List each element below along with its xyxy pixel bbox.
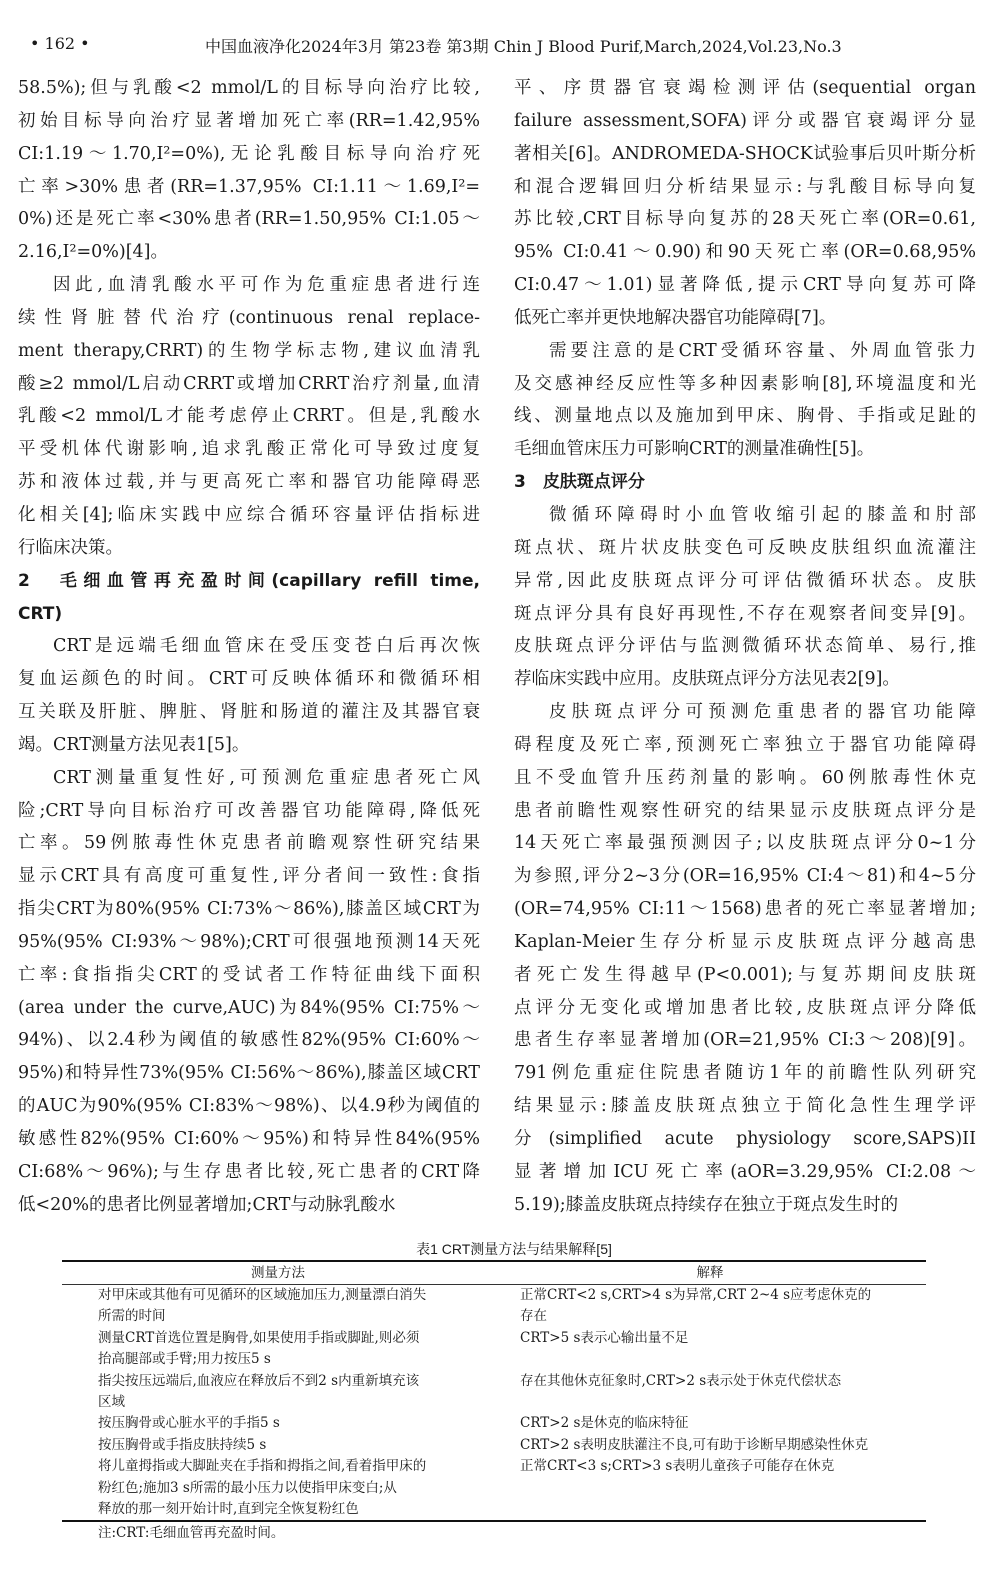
text-line: CI:1.19～1.70,I²=0%),无论乳酸目标导向治疗死 — [18, 143, 480, 164]
cell-line: 按压胸骨或手指皮肤持续5 s — [98, 1436, 267, 1453]
text-line: 显著增加ICU死亡率(aOR=3.29,95% CI:2.08～ — [514, 1161, 976, 1182]
text-line: CRT测量重复性好,可预测危重症患者死亡风 — [53, 767, 480, 788]
text-line: 敏感性82%(95% CI:60%～95%)和特异性84%(95% — [18, 1129, 480, 1149]
cell-line: 正常CRT<2 s,CRT>4 s为异常,CRT 2~4 s应考虑休克的 — [520, 1287, 872, 1303]
text-line: 行临床决策。 — [18, 537, 123, 558]
paragraph — [18, 72, 480, 269]
table-row — [62, 1435, 926, 1456]
text-line: CI:0.47～1.01)显著降低,提示CRT导向复苏可降 — [514, 275, 976, 296]
text-line: 791例危重症住院患者随访1年的前瞻性队列研究 — [514, 1063, 976, 1084]
text-line: 毛细血管床压力可影响CRT的测量准确性[5]。 — [514, 439, 875, 460]
text-line: 亡率:食指指尖CRT的受试者工作特征曲线下面积 — [18, 964, 480, 985]
text-line: (area under the curve,AUC)为84%(95% CI:75%～ — [18, 997, 480, 1018]
table-row — [62, 1285, 926, 1328]
text-line: Kaplan-Meier生存分析显示皮肤斑点评分越高患 — [514, 931, 976, 952]
text-line: 荐临床实践中应用。皮肤斑点评分方法见表2[9]。 — [514, 669, 900, 690]
text-line: 14天死亡率最强预测因子;以皮肤斑点评分0~1分 — [514, 833, 976, 854]
section-heading — [18, 565, 480, 631]
text-line: 和混合逻辑回归分析结果显示:与乳酸目标导向复 — [514, 176, 976, 197]
text-line: 的AUC为90%(95% CI:83%～98%)、以4.9秒为阈值的 — [18, 1096, 480, 1117]
text-line: 点评分无变化或增加患者比较,皮肤斑点评分降低 — [514, 997, 976, 1018]
text-line: CRT) — [18, 603, 63, 624]
journal-header: 中国血液净化2024年3月 第23卷 第3期 Chin J Blood Purif,March,2024,Vol.23,No.3 — [205, 37, 842, 56]
text-line: 化相关[4];临床实践中应综合循环容量评估指标进 — [18, 504, 480, 525]
cell-line: CRT>2 s是休克的临床特征 — [520, 1415, 689, 1432]
text-line: 低死亡率并更快地解决器官功能障碍[7]。 — [514, 307, 837, 328]
text-line: 94%)、以2.4秒为阈值的敏感性82%(95% CI:60%～ — [18, 1030, 480, 1051]
text-line: 险;CRT导向目标治疗可改善器官功能障碍,降低死 — [18, 800, 480, 821]
cell-line: 将儿童拇指或大脚趾夹在手指和拇指之间,看着指甲床的 — [98, 1458, 427, 1475]
text-line: 者死亡发生得越早(P<0.001);与复苏期间皮肤斑 — [514, 964, 976, 985]
cell-line: 指尖按压远端后,血液应在释放后不到2 s内重新填充该 — [98, 1372, 420, 1389]
cell-line: 区域 — [98, 1394, 125, 1411]
paragraph — [18, 630, 480, 761]
text-line: ment therapy,CRRT)的生物学标志物,建议血清乳 — [18, 340, 480, 361]
cell-line: 所需的时间 — [98, 1308, 166, 1325]
method-cell — [62, 1285, 520, 1328]
text-line: 95% CI:0.41～0.90)和90天死亡率(OR=0.68,95% — [514, 242, 976, 263]
text-line: 斑点评分具有良好再现性,不存在观察者间变异[9]。 — [514, 603, 976, 624]
cell-line: 对甲床或其他有可见循环的区域施加压力,测量漂白消失 — [98, 1287, 427, 1303]
text-line: 58.5%);但与乳酸<2 mmol/L的目标导向治疗比较, — [18, 78, 480, 98]
text-line: 竭。CRT测量方法见表1[5]。 — [18, 734, 250, 755]
text-line: 及交感神经反应性等多种因素影响[8],环境温度和光 — [514, 373, 976, 394]
cell-line: 抬高腿部或手臂;用力按压5 s — [98, 1351, 271, 1368]
interpretation-cell — [520, 1371, 926, 1414]
text-line: 95%(95% CI:93%～98%);CRT可很强地预测14天死 — [18, 931, 480, 952]
right-column — [514, 72, 976, 1222]
cell-line: 测量CRT首选位置是胸骨,如果使用手指或脚趾,则必须 — [98, 1329, 420, 1346]
interpretation-cell — [520, 1456, 926, 1520]
cell-line: 粉红色;施加3 s所需的最小压力以使指甲床变白;从 — [98, 1479, 397, 1496]
paragraph — [514, 499, 976, 696]
method-cell — [62, 1371, 520, 1414]
text-line: 3 皮肤斑点评分 — [514, 472, 645, 493]
text-line: 复血运颜色的时间。CRT可反映体循环和微循环相 — [18, 669, 480, 690]
interpretation-cell — [520, 1328, 926, 1371]
interpretation-cell — [520, 1413, 926, 1434]
text-line: failure assessment,SOFA)评分或器官衰竭评分显 — [514, 110, 976, 131]
table-title: 表1 CRT测量方法与结果解释[5] — [416, 1241, 612, 1257]
text-line: 亡率>30%患者(RR=1.37,95% CI:1.11～1.69,I²= — [18, 176, 480, 197]
left-column — [18, 72, 480, 1222]
method-cell — [62, 1456, 520, 1520]
cell-line: 存在其他休克征象时,CRT>2 s表示处于休克代偿状态 — [520, 1372, 842, 1389]
text-line: 平、序贯器官衰竭检测评估(sequential organ — [514, 78, 976, 98]
text-line: 结果显示:膝盖皮肤斑点独立于简化急性生理学评 — [514, 1096, 976, 1117]
paragraph — [514, 696, 976, 1222]
text-line: 亡率。59例脓毒性休克患者前瞻观察性研究结果 — [18, 833, 480, 854]
text-line: 2 毛细血管再充盈时间(capillary refill time, — [18, 570, 480, 591]
text-line: 为参照,评分2~3分(OR=16,95% CI:4～81)和4~5分 — [514, 866, 976, 887]
text-line: CRT是远端毛细血管床在受压变苍白后再次恢 — [53, 636, 480, 657]
text-line: 互关联及肝脏、脾脏、肾脏和肠道的灌注及其器官衰 — [18, 702, 480, 723]
text-line: 95%)和特异性73%(95% CI:56%～86%),膝盖区域CRT — [18, 1063, 480, 1084]
text-line: 皮肤斑点评分评估与监测微循环状态简单、易行,推 — [514, 636, 976, 657]
method-cell — [62, 1328, 520, 1371]
text-line: CI:68%～96%);与生存患者比较,死亡患者的CRT降 — [18, 1161, 480, 1182]
paragraph — [18, 269, 480, 565]
cell-line: 正常CRT<3 s;CRT>3 s表明儿童孩子可能存在休克 — [520, 1458, 835, 1475]
text-line: 2.16,I²=0%)[4]。 — [18, 242, 168, 263]
text-line: 患者生存率显著增加(OR=21,95% CI:3～208)[9]。 — [514, 1030, 976, 1051]
table-body — [62, 1285, 926, 1520]
paragraph — [514, 335, 976, 466]
text-line: 酸≥2 mmol/L启动CRRT或增加CRRT治疗剂量,血清 — [18, 373, 480, 394]
interpretation-cell — [520, 1285, 926, 1328]
interpretation-cell — [520, 1435, 926, 1456]
cell-line: CRT>2 s表明皮肤灌注不良,可有助于诊断早期感染性休克 — [520, 1436, 869, 1453]
method-cell — [62, 1413, 520, 1434]
paragraph — [514, 72, 976, 335]
text-line: 微循环障碍时小血管收缩引起的膝盖和肘部 — [549, 504, 976, 525]
page-number: • 162 • — [30, 34, 90, 53]
header-method: 测量方法 — [251, 1265, 305, 1281]
text-line: 患者前瞻性观察性研究的结果显示皮肤斑点评分是 — [514, 800, 976, 821]
cell-line: CRT>5 s表示心输出量不足 — [520, 1329, 689, 1346]
table-row — [62, 1328, 926, 1371]
text-line: 初始目标导向治疗显著增加死亡率(RR=1.42,95% — [18, 110, 480, 131]
text-line: 5.19);膝盖皮肤斑点持续存在独立于斑点发生时的 — [514, 1194, 899, 1215]
text-line: 因此,血清乳酸水平可作为危重症患者进行连 — [53, 275, 480, 296]
section-heading — [514, 466, 976, 499]
table-note: 注:CRT:毛细血管再充盈时间。 — [98, 1525, 285, 1542]
cell-line: 存在 — [520, 1308, 547, 1325]
text-line: 低<20%的患者比例显著增加;CRT与动脉乳酸水 — [18, 1194, 396, 1215]
table-row — [62, 1456, 926, 1520]
text-line: 碍程度及死亡率,预测死亡率独立于器官功能障碍 — [514, 734, 976, 755]
text-line: 显示CRT具有高度可重复性,评分者间一致性:食指 — [18, 866, 480, 887]
text-line: 斑点状、斑片状皮肤变色可反映皮肤组织血流灌注 — [514, 537, 976, 558]
text-line: 线、测量地点以及施加到甲床、胸骨、手指或足趾的 — [514, 406, 976, 427]
paragraph — [18, 762, 480, 1222]
text-line: 苏和液体过载,并与更高死亡率和器官功能障碍恶 — [18, 472, 480, 493]
text-line: 平受机体代谢影响,追求乳酸正常化可导致过度复 — [18, 439, 480, 460]
text-line: 异常,因此皮肤斑点评分可评估微循环状态。皮肤 — [514, 570, 976, 591]
text-line: 指尖CRT为80%(95% CI:73%～86%),膝盖区域CRT为 — [18, 899, 480, 920]
table-1 — [62, 1238, 926, 1544]
table-header — [62, 1262, 926, 1284]
text-line: 需要注意的是CRT受循环容量、外周血管张力 — [549, 340, 976, 361]
text-line: 苏比较,CRT目标导向复苏的28天死亡率(OR=0.61, — [514, 209, 976, 230]
text-line: 著相关[6]。ANDROMEDA-SHOCK试验事后贝叶斯分析 — [514, 143, 976, 164]
cell-line: 按压胸骨或心脏水平的手指5 s — [98, 1415, 280, 1432]
header-interpretation: 解释 — [696, 1265, 724, 1281]
text-line: 续性肾脏替代治疗(continuous renal replace- — [18, 307, 480, 328]
text-line: 分(simplified acute physiology score,SAPS)II — [514, 1129, 976, 1149]
table-row — [62, 1413, 926, 1434]
text-line: 0%)还是死亡率<30%患者(RR=1.50,95% CI:1.05～ — [18, 209, 480, 230]
method-cell — [62, 1435, 520, 1456]
text-line: 皮肤斑点评分可预测危重患者的器官功能障 — [549, 702, 976, 723]
text-line: (OR=74,95% CI:11～1568)患者的死亡率显著增加; — [514, 899, 976, 920]
table-row — [62, 1371, 926, 1414]
cell-line: 释放的那一刻开始计时,直到完全恢复粉红色 — [98, 1501, 359, 1518]
text-line: 乳酸<2 mmol/L才能考虑停止CRRT。但是,乳酸水 — [18, 406, 480, 427]
text-line: 且不受血管升压药剂量的影响。60例脓毒性休克 — [514, 767, 976, 788]
